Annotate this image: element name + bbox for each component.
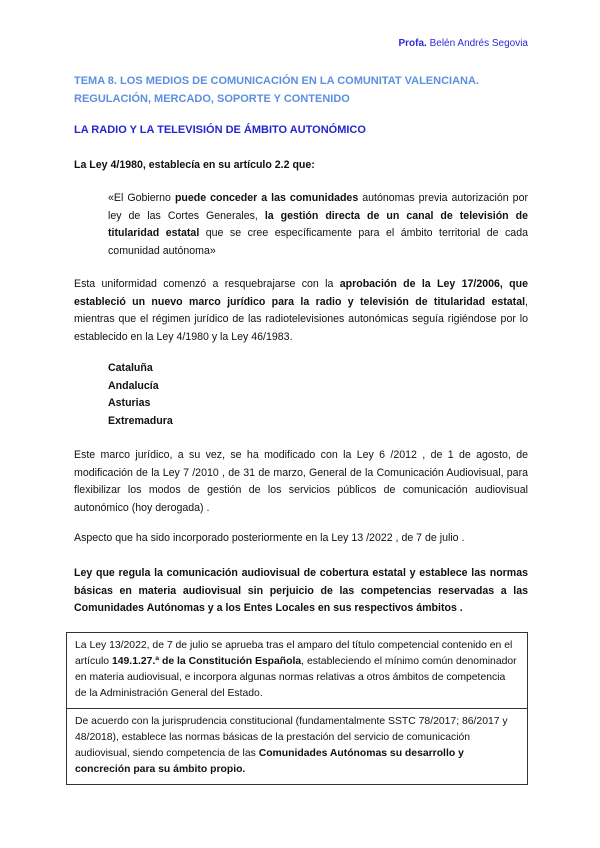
quote-text: que se cree específicamente para el ámbito territorial de cada comunidad autónoma» [108, 227, 528, 257]
para-bold: aprobación de la Ley 17/2006, que estableció un nuevo marco jurídico para la radio y televisión de titularidad estatal [74, 278, 528, 308]
quote-bold: la gestión directa de un canal de televisión de titularidad estatal [108, 209, 528, 240]
paragraph-ley-13-2022: Aspecto que ha sido incorporado posteriormente en la Ley 13 /2022 , de 7 de julio . [74, 532, 465, 544]
quote-text: «El Gobierno [108, 192, 175, 204]
paragraph-ley-6-2012: Este marco jurídico, a su vez, se ha modificado con la Ley 6 /2012 , de 1 de agosto, de modificación de la Ley 7 /2010 , de 31 de marzo, General de la Comunicación Audiovisual, para flexibilizar los modos de gestión de los servicios públicos de comunicación audiovisual autonómico (hoy derogada) . [74, 449, 528, 514]
section-heading: LA RADIO Y LA TELEVISIÓN DE ÁMBITO AUTONÓMICO [74, 124, 366, 136]
paragraph-ley-summary: Ley que regula la comunicación audiovisual de cobertura estatal y establece las normas básicas en materia audiovisual sin perjuicio de las competencias reservadas a las Comunidades Autónomas y a los Entes Locales en sus respectivos ámbitos . [74, 567, 528, 615]
box-text: De acuerdo con la jurisprudencia constitucional (fundamentalmente SSTC 78/2017; 86/2017 y 48/2018), establece las normas básicas de la prestación del servicio de comunicación audiovisual, siendo competencia de las [75, 716, 508, 759]
list-item: Extremadura [108, 414, 173, 427]
box-bold: 149.1.27.ª de la Constitución Española [111, 656, 302, 667]
box-text: , estableciendo el mínimo común denominador en materia audiovisual, e incorpora algunas normas relativas a otros ámbitos de competencia de la Administración General del Estado. [75, 656, 517, 699]
regions-list [108, 360, 562, 430]
info-box-row [67, 633, 528, 709]
law-quote [108, 190, 528, 260]
list-item: Asturias [108, 397, 151, 410]
list-item: Cataluña [108, 362, 153, 374]
document-title: TEMA 8. LOS MEDIOS DE COMUNICACIÓN EN LA COMUNITAT VALENCIANA. REGULACIÓN, MERCADO, SOPORTE Y CONTENIDO [74, 75, 479, 105]
info-box [66, 632, 528, 785]
quote-text: autónomas previa autorización por ley de las Cortes Generales, [108, 192, 528, 222]
intro-paragraph: La Ley 4/1980, establecía en su artículo 2.2 que: [74, 159, 315, 171]
para-text: Esta uniformidad comenzó a resquebrajarse con la [74, 278, 340, 290]
para-text: , mientras que el régimen jurídico de las radiotelevisiones autonómicas seguía rigiéndose por lo establecido en la Ley 4/1980 y la Ley 46/1983. [74, 295, 528, 343]
info-box-row [67, 709, 528, 785]
box-text: La Ley 13/2022, de 7 de julio se aprueba tras el amparo del título competencial contenido en el artículo [75, 640, 513, 667]
author-prefix: Profa. [398, 38, 427, 49]
quote-bold: puede conceder a las comunidades [174, 192, 359, 204]
paragraph-ley-17-2006 [74, 276, 528, 346]
box-bold: Comunidades Autónomas su desarrollo y concreción para su ámbito propio. [75, 748, 464, 775]
author-name: Belén Andrés Segovia [426, 38, 528, 49]
page-header-author [398, 38, 528, 49]
list-item: Andalucía [108, 379, 159, 392]
